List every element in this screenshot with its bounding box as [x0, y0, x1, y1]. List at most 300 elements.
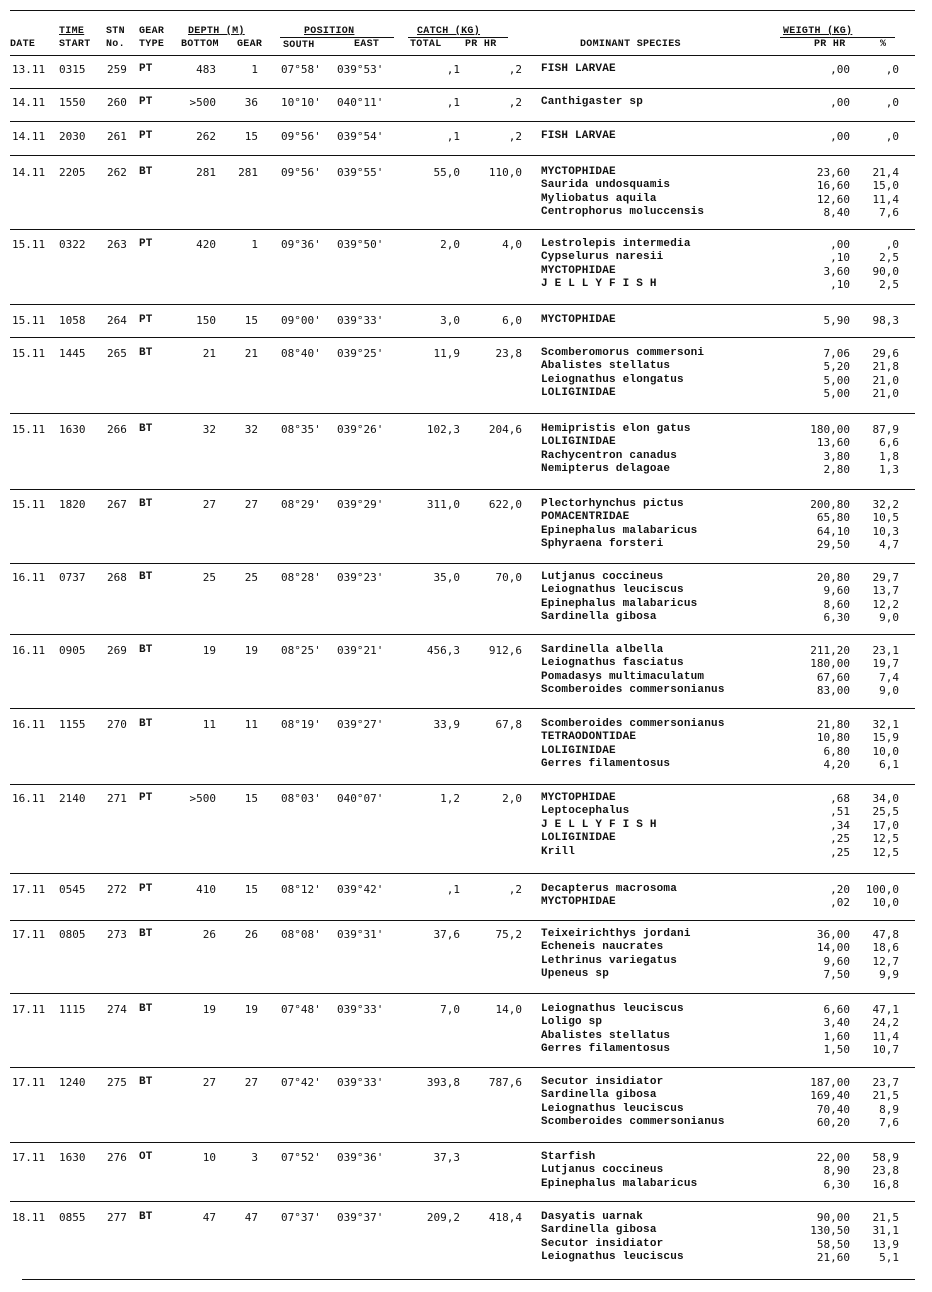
species-name: Rachycentron canadus: [541, 449, 678, 462]
species-name: Scomberoides commersonianus: [541, 1116, 725, 1129]
percent-value: 23,7: [872, 1076, 899, 1089]
station-cell: 268: [107, 571, 127, 584]
station-cell: 270: [107, 718, 127, 731]
percent-value: 23,8: [872, 1164, 899, 1178]
weight-value: 6,30: [823, 1177, 850, 1191]
weight-value: 180,00: [810, 657, 850, 671]
species-name: Sardinella albella: [541, 644, 664, 656]
catch-total-cell: 33,9: [433, 718, 460, 731]
date-cell: 14.11: [12, 96, 46, 109]
weight-value: 16,60: [816, 179, 850, 193]
time-cell: 0905: [59, 644, 86, 657]
species-name: Loligo sp: [541, 1016, 603, 1029]
gear-depth-cell: 3: [251, 1151, 258, 1164]
species-name: Teixeirichthys jordani: [541, 928, 691, 940]
station-cell: 266: [107, 423, 127, 436]
gear-depth-cell: 15: [244, 314, 258, 327]
weight-value: ,25: [830, 832, 850, 846]
latitude-south-cell: 08°35': [281, 423, 321, 436]
gear-type-cell: OT: [139, 1151, 153, 1163]
weight-value: 14,00: [816, 941, 850, 955]
weight-value: 65,80: [816, 511, 850, 525]
date-cell: 18.11: [12, 1211, 46, 1224]
percent-value: 6,1: [879, 758, 899, 772]
weight-percent-list: [855, 63, 899, 76]
time-cell: 2140: [59, 792, 86, 805]
longitude-east-cell: 039°23': [337, 571, 384, 584]
species-name: Lestrolepis intermedia: [541, 238, 691, 250]
date-cell: 16.11: [12, 718, 46, 731]
bottom-depth-cell: 420: [196, 238, 216, 251]
longitude-east-cell: 039°36': [337, 1151, 384, 1164]
longitude-east-cell: 040°11': [337, 96, 384, 109]
header-position: POSITION: [304, 26, 355, 37]
row-divider: [10, 155, 915, 156]
station-cell: 277: [107, 1211, 127, 1224]
percent-value: 2,5: [879, 251, 899, 265]
gear-type-cell: BT: [139, 928, 153, 940]
weight-per-hour-list: [790, 423, 850, 477]
percent-value: 12,2: [872, 597, 899, 611]
latitude-south-cell: 07°42': [281, 1076, 321, 1089]
longitude-east-cell: 039°37': [337, 1211, 384, 1224]
gear-type-cell: PT: [139, 63, 153, 75]
dominant-species-list: [541, 498, 697, 552]
weight-value: 1,60: [823, 1029, 850, 1043]
species-name: Leiognathus leuciscus: [541, 1251, 684, 1264]
species-name: MYCTOPHIDAE: [541, 166, 616, 178]
date-cell: 14.11: [12, 166, 46, 179]
bottom-depth-cell: 47: [202, 1211, 216, 1224]
species-name: Leiognathus leuciscus: [541, 584, 684, 597]
weight-percent-list: [855, 423, 899, 477]
percent-value: 32,1: [872, 718, 899, 731]
percent-value: ,0: [885, 130, 899, 143]
station-cell: 259: [107, 63, 127, 76]
species-name: Epinephalus malabaricus: [541, 524, 698, 537]
bottom-depth-cell: 11: [202, 718, 216, 731]
weight-value: 130,50: [810, 1224, 850, 1238]
percent-value: 15,9: [872, 731, 899, 745]
bottom-depth-cell: 19: [202, 1003, 216, 1016]
gear-type-cell: PT: [139, 792, 153, 804]
bottom-depth-cell: 21: [202, 347, 216, 360]
weight-value: 13,60: [816, 436, 850, 450]
species-name: MYCTOPHIDAE: [541, 792, 616, 804]
weight-value: 3,40: [823, 1016, 850, 1030]
header-time-2: START: [59, 39, 91, 50]
catch-total-cell: 7,0: [440, 1003, 460, 1016]
row-divider: [10, 489, 915, 490]
species-name: Lutjanus coccineus: [541, 1164, 664, 1177]
percent-value: 21,5: [872, 1089, 899, 1103]
percent-value: 12,5: [872, 845, 899, 859]
gear-depth-cell: 21: [244, 347, 258, 360]
header-stn-2: No.: [106, 39, 125, 50]
weight-per-hour-list: [790, 792, 850, 859]
catch-per-hour-cell: ,2: [508, 96, 522, 109]
percent-value: 90,0: [872, 264, 899, 278]
gear-type-cell: BT: [139, 347, 153, 359]
row-divider: [10, 708, 915, 709]
gear-type-cell: PT: [139, 883, 153, 895]
header-pos-east: EAST: [354, 39, 380, 50]
species-name: Lutjanus coccineus: [541, 571, 664, 583]
weight-value: 67,60: [816, 670, 850, 684]
gear-type-cell: BT: [139, 423, 153, 435]
catch-per-hour-cell: ,2: [508, 63, 522, 76]
percent-value: 9,0: [879, 684, 899, 698]
date-cell: 17.11: [12, 1003, 46, 1016]
latitude-south-cell: 08°25': [281, 644, 321, 657]
gear-type-cell: BT: [139, 1076, 153, 1088]
gear-type-cell: PT: [139, 130, 153, 142]
weight-per-hour-list: [790, 883, 850, 910]
weight-per-hour-list: [790, 1211, 850, 1265]
species-name: Leiognathus leuciscus: [541, 1102, 684, 1115]
weight-value: 180,00: [810, 423, 850, 436]
bottom-depth-cell: 32: [202, 423, 216, 436]
latitude-south-cell: 07°52': [281, 1151, 321, 1164]
weight-percent-list: [855, 883, 899, 910]
date-cell: 15.11: [12, 347, 46, 360]
dominant-species-list: [541, 166, 704, 220]
weight-value: ,00: [830, 96, 850, 109]
percent-value: 100,0: [865, 883, 899, 896]
catch-total-cell: 1,2: [440, 792, 460, 805]
percent-value: 24,2: [872, 1016, 899, 1030]
percent-value: 87,9: [872, 423, 899, 436]
species-name: TETRAODONTIDAE: [541, 731, 637, 744]
dominant-species-list: [541, 314, 616, 327]
header-catch: CATCH (KG): [417, 26, 481, 37]
catch-per-hour-cell: 14,0: [495, 1003, 522, 1016]
gear-depth-cell: 32: [244, 423, 258, 436]
weight-percent-list: [855, 96, 899, 109]
percent-value: 7,6: [879, 1116, 899, 1130]
gear-type-cell: PT: [139, 238, 153, 250]
catch-total-cell: 11,9: [433, 347, 460, 360]
bottom-depth-cell: 10: [202, 1151, 216, 1164]
latitude-south-cell: 07°37': [281, 1211, 321, 1224]
percent-value: 5,1: [879, 1251, 899, 1265]
row-divider: [10, 873, 915, 874]
weight-value: 5,00: [823, 373, 850, 387]
time-cell: 1550: [59, 96, 86, 109]
species-name: Echeneis naucrates: [541, 941, 664, 954]
catch-total-cell: ,1: [446, 883, 460, 896]
weight-value: ,34: [830, 818, 850, 832]
top-rule: [10, 10, 915, 11]
percent-value: 6,6: [879, 436, 899, 450]
weight-per-hour-list: [790, 644, 850, 698]
date-cell: 15.11: [12, 498, 46, 511]
percent-value: 21,4: [872, 166, 899, 179]
species-name: Nemipterus delagoae: [541, 463, 671, 476]
species-name: Hemipristis elon gatus: [541, 423, 691, 435]
percent-value: 11,4: [872, 192, 899, 206]
header-stn-1: STN: [106, 26, 125, 37]
catch-per-hour-cell: 110,0: [488, 166, 522, 179]
weight-per-hour-list: [790, 347, 850, 401]
species-name: Sardinella gibosa: [541, 1224, 657, 1237]
weight-value: ,68: [830, 792, 850, 805]
weight-value: 187,00: [810, 1076, 850, 1089]
weight-value: 58,50: [816, 1237, 850, 1251]
percent-value: 10,0: [872, 896, 899, 910]
weight-value: 6,80: [823, 744, 850, 758]
percent-value: ,0: [885, 63, 899, 76]
header-gear-2: TYPE: [139, 39, 165, 50]
percent-value: 1,3: [879, 463, 899, 477]
percent-value: 2,5: [879, 278, 899, 292]
gear-type-cell: BT: [139, 644, 153, 656]
date-cell: 17.11: [12, 1151, 46, 1164]
species-name: J E L L Y F I S H: [541, 818, 657, 831]
percent-value: 7,6: [879, 206, 899, 220]
catch-total-cell: 102,3: [426, 423, 460, 436]
longitude-east-cell: 040°07': [337, 792, 384, 805]
weight-percent-list: [855, 1211, 899, 1265]
date-cell: 15.11: [12, 314, 46, 327]
species-name: Epinephalus malabaricus: [541, 597, 698, 610]
dominant-species-list: [541, 238, 691, 292]
weight-value: 5,20: [823, 360, 850, 374]
weight-per-hour-list: [790, 718, 850, 772]
station-cell: 272: [107, 883, 127, 896]
longitude-east-cell: 039°27': [337, 718, 384, 731]
gear-depth-cell: 15: [244, 883, 258, 896]
catch-per-hour-cell: 787,6: [488, 1076, 522, 1089]
longitude-east-cell: 039°55': [337, 166, 384, 179]
percent-value: 10,5: [872, 511, 899, 525]
weight-value: 200,80: [810, 498, 850, 511]
weight-value: 90,00: [816, 1211, 850, 1224]
longitude-east-cell: 039°53': [337, 63, 384, 76]
catch-per-hour-cell: 2,0: [502, 792, 522, 805]
time-cell: 0737: [59, 571, 86, 584]
dominant-species-list: [541, 1151, 697, 1191]
species-name: FISH LARVAE: [541, 63, 616, 75]
weight-value: 6,30: [823, 611, 850, 625]
latitude-south-cell: 07°48': [281, 1003, 321, 1016]
latitude-south-cell: 07°58': [281, 63, 321, 76]
station-cell: 261: [107, 130, 127, 143]
station-cell: 274: [107, 1003, 127, 1016]
time-cell: 1155: [59, 718, 86, 731]
latitude-south-cell: 08°08': [281, 928, 321, 941]
date-cell: 16.11: [12, 644, 46, 657]
date-cell: 14.11: [12, 130, 46, 143]
bottom-depth-cell: 150: [196, 314, 216, 327]
time-cell: 1115: [59, 1003, 86, 1016]
weight-value: 29,50: [816, 538, 850, 552]
latitude-south-cell: 08°19': [281, 718, 321, 731]
catch-total-cell: 37,3: [433, 1151, 460, 1164]
weight-percent-list: [855, 166, 899, 220]
gear-depth-cell: 25: [244, 571, 258, 584]
weight-value: 12,60: [816, 192, 850, 206]
dominant-species-list: [541, 644, 725, 698]
station-cell: 265: [107, 347, 127, 360]
dominant-species-list: [541, 718, 725, 772]
percent-value: 13,7: [872, 584, 899, 598]
header-weight-prhr: PR HR: [814, 39, 846, 50]
gear-depth-cell: 11: [244, 718, 258, 731]
latitude-south-cell: 08°03': [281, 792, 321, 805]
header-date: DATE: [10, 39, 36, 50]
weight-per-hour-list: [790, 1151, 850, 1191]
weight-percent-list: [855, 238, 899, 292]
percent-value: 34,0: [872, 792, 899, 805]
species-name: Dasyatis uarnak: [541, 1211, 644, 1223]
species-name: Leiognathus fasciatus: [541, 657, 684, 670]
weight-value: 1,50: [823, 1043, 850, 1057]
species-name: Myliobatus aquila: [541, 192, 657, 205]
date-cell: 15.11: [12, 238, 46, 251]
percent-value: 21,0: [872, 387, 899, 401]
percent-value: 13,9: [872, 1237, 899, 1251]
header-catch-total: TOTAL: [410, 39, 442, 50]
weight-per-hour-list: [790, 238, 850, 292]
species-name: Abalistes stellatus: [541, 360, 671, 373]
percent-value: 15,0: [872, 179, 899, 193]
species-name: Sardinella gibosa: [541, 611, 657, 624]
dominant-species-list: [541, 792, 657, 859]
catch-total-cell: ,1: [446, 96, 460, 109]
weight-percent-list: [855, 1076, 899, 1130]
species-name: Upeneus sp: [541, 968, 610, 981]
weight-percent-list: [855, 1151, 899, 1191]
weight-value: 10,80: [816, 731, 850, 745]
percent-value: 4,7: [879, 538, 899, 552]
time-cell: 1445: [59, 347, 86, 360]
gear-depth-cell: 15: [244, 792, 258, 805]
species-name: LOLIGINIDAE: [541, 744, 616, 757]
gear-type-cell: BT: [139, 1211, 153, 1223]
time-cell: 0322: [59, 238, 86, 251]
time-cell: 0855: [59, 1211, 86, 1224]
station-cell: 275: [107, 1076, 127, 1089]
species-name: MYCTOPHIDAE: [541, 314, 616, 326]
catch-total-cell: 3,0: [440, 314, 460, 327]
percent-value: 10,0: [872, 744, 899, 758]
catch-total-cell: 393,8: [426, 1076, 460, 1089]
species-name: LOLIGINIDAE: [541, 387, 616, 400]
bottom-depth-cell: 27: [202, 498, 216, 511]
latitude-south-cell: 10°10': [281, 96, 321, 109]
row-divider: [10, 229, 915, 230]
species-name: Scomberoides commersonianus: [541, 718, 725, 730]
bottom-depth-cell: 19: [202, 644, 216, 657]
weight-value: ,00: [830, 130, 850, 143]
dominant-species-list: [541, 571, 697, 625]
percent-value: 25,5: [872, 805, 899, 819]
station-cell: 263: [107, 238, 127, 251]
catch-per-hour-cell: 4,0: [502, 238, 522, 251]
weight-percent-list: [855, 130, 899, 143]
latitude-south-cell: 08°29': [281, 498, 321, 511]
catch-per-hour-cell: ,2: [508, 130, 522, 143]
gear-type-cell: PT: [139, 96, 153, 108]
latitude-south-cell: 09°36': [281, 238, 321, 251]
weight-value: 36,00: [816, 928, 850, 941]
time-cell: 1630: [59, 1151, 86, 1164]
catch-total-cell: 55,0: [433, 166, 460, 179]
catch-per-hour-cell: 67,8: [495, 718, 522, 731]
time-cell: 0805: [59, 928, 86, 941]
species-name: Scomberoides commersonianus: [541, 684, 725, 697]
percent-value: 29,7: [872, 571, 899, 584]
species-name: Abalistes stellatus: [541, 1029, 671, 1042]
weight-percent-list: [855, 498, 899, 552]
date-cell: 16.11: [12, 792, 46, 805]
catch-per-hour-cell: 75,2: [495, 928, 522, 941]
weight-value: 3,80: [823, 449, 850, 463]
time-cell: 0315: [59, 63, 86, 76]
header-time-1: TIME: [59, 26, 85, 37]
weight-value: 2,80: [823, 463, 850, 477]
species-name: FISH LARVAE: [541, 130, 616, 142]
bottom-depth-cell: 483: [196, 63, 216, 76]
species-name: Sardinella gibosa: [541, 1089, 657, 1102]
weight-per-hour-list: [790, 63, 850, 76]
station-cell: 260: [107, 96, 127, 109]
weight-percent-list: [855, 314, 899, 327]
catch-per-hour-cell: ,2: [508, 883, 522, 896]
row-divider: [10, 634, 915, 635]
longitude-east-cell: 039°33': [337, 314, 384, 327]
weight-per-hour-list: [790, 96, 850, 109]
weight-value: ,51: [830, 805, 850, 819]
station-cell: 273: [107, 928, 127, 941]
date-cell: 13.11: [12, 63, 46, 76]
bottom-depth-cell: 281: [196, 166, 216, 179]
percent-value: 16,8: [872, 1177, 899, 1191]
species-name: Leptocephalus: [541, 805, 630, 818]
gear-type-cell: BT: [139, 1003, 153, 1015]
percent-value: 7,4: [879, 670, 899, 684]
weight-value: 6,60: [823, 1003, 850, 1016]
weight-value: ,10: [830, 278, 850, 292]
latitude-south-cell: 09°56': [281, 130, 321, 143]
weight-value: 4,20: [823, 758, 850, 772]
header-depth-bottom: BOTTOM: [181, 39, 219, 50]
row-divider: [10, 993, 915, 994]
species-name: Starfish: [541, 1151, 596, 1163]
catch-total-cell: 37,6: [433, 928, 460, 941]
percent-value: 31,1: [872, 1224, 899, 1238]
longitude-east-cell: 039°33': [337, 1076, 384, 1089]
header-gear-1: GEAR: [139, 26, 165, 37]
species-name: Leiognathus elongatus: [541, 373, 684, 386]
latitude-south-cell: 09°00': [281, 314, 321, 327]
catch-per-hour-cell: 70,0: [495, 571, 522, 584]
catch-total-cell: 456,3: [426, 644, 460, 657]
catch-total-cell: 2,0: [440, 238, 460, 251]
catch-total-cell: 35,0: [433, 571, 460, 584]
percent-value: 10,3: [872, 524, 899, 538]
weight-value: 5,00: [823, 387, 850, 401]
species-name: Saurida undosquamis: [541, 179, 671, 192]
time-cell: 0545: [59, 883, 86, 896]
species-name: Canthigaster sp: [541, 96, 644, 108]
weight-percent-list: [855, 928, 899, 982]
longitude-east-cell: 039°29': [337, 498, 384, 511]
species-name: Pomadasys multimaculatum: [541, 670, 705, 683]
weight-value: 5,90: [823, 314, 850, 327]
catch-total-cell: ,1: [446, 130, 460, 143]
